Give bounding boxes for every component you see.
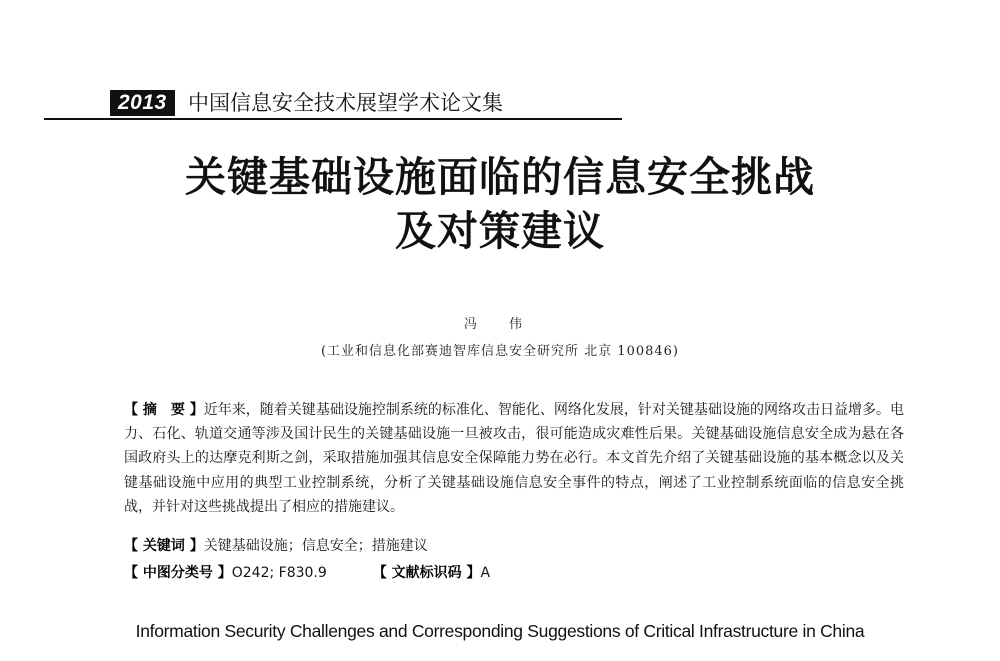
keywords-text: 关键基础设施；信息安全；措施建议 [203,538,428,554]
keywords-label: 【 关键词 】 [124,538,204,554]
title-line-1: 关键基础设施面临的信息安全挑战 [185,153,815,201]
abstract [124,398,904,519]
abstract-label: 【 摘 要 】 [124,402,204,418]
author-affiliation: (工业和信息化部赛迪智库信息安全研究所 北京 100846) [320,344,680,359]
author-name: 冯 伟 [463,317,537,332]
classification-line [124,562,490,584]
doc-code-value: A [480,565,491,581]
running-header [44,88,644,122]
paper-title [0,150,1000,258]
header-rule [44,118,622,120]
doc-code-label: 【 文献标识码 】 [372,565,481,581]
english-title: Information Security Challenges and Corresponding Suggestions of Critical Infrastructure in China [135,621,865,641]
journal-name: 中国信息安全技术展望学术论文集 [188,91,503,115]
keywords-line [124,535,428,557]
clc-label: 【 中图分类号 】 [124,565,232,581]
title-line-2: 及对策建议 [395,207,605,255]
year-badge: 2013 [110,90,175,116]
abstract-text: 近年来，随着关键基础设施控制系统的标准化、智能化、网络化发展，针对关键基础设施的网络攻击日益增多。电力、石化、轨道交通等涉及国计民生的关键基础设施一旦被攻击，很可能造成灾难性后果。关键基础设施信息安全成为悬在各国政府头上的达摩克利斯之剑，采取措施加强其信息安全保障能力势在必行。本文首先介绍了关键基础设施的基本概念以及关键基础设施中应用的典型工业控制系统，分析了关键基础设施信息安全事件的特点，阐述了工业控制系统面临的信息安全挑战，并针对这些挑战提出了相应的措施建议。 [124,402,904,515]
clc-value: O242; F830.9 [231,565,327,581]
